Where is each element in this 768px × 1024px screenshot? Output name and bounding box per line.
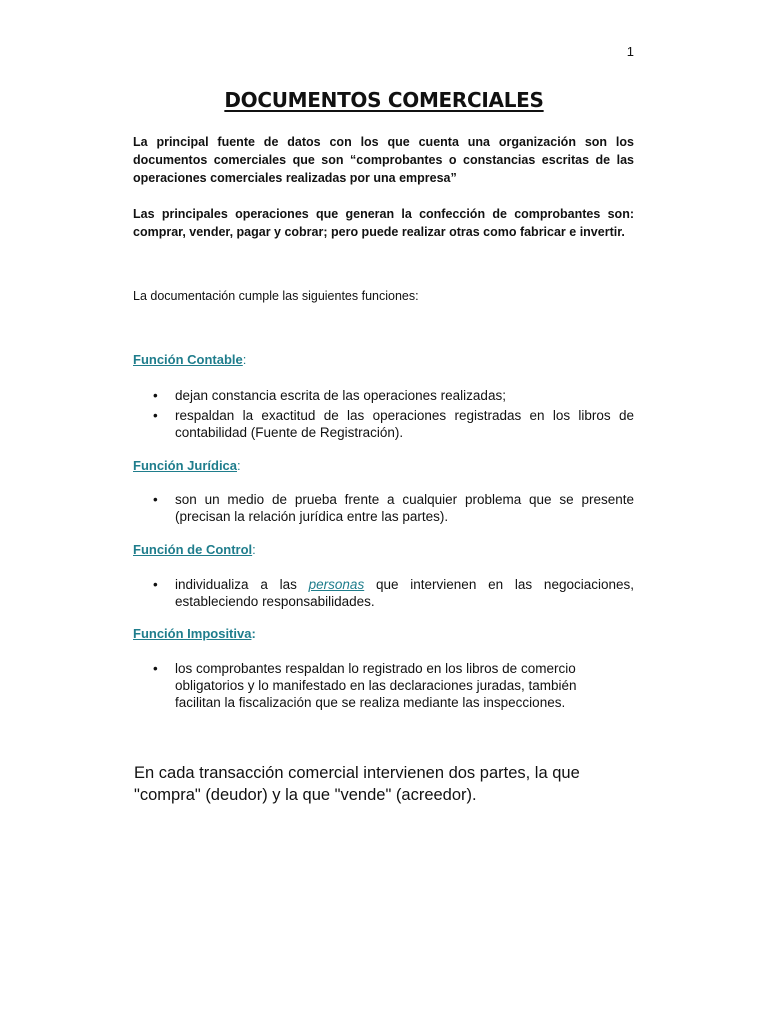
intro-paragraph-1-quote: “comprobantes o constancias escritas de las operaciones comerciales realizadas por una empresa” [133, 153, 635, 185]
section-heading-juridica-colon: : [237, 458, 241, 473]
section-heading-contable-label: Función Contable [133, 352, 243, 367]
section-heading-juridica-label: Función Jurídica [133, 458, 238, 473]
bullet-list-contable [175, 387, 634, 441]
section-heading-impositiva-colon: : [251, 626, 256, 641]
section-heading-impositiva-label: Función Impositiva [133, 626, 252, 641]
section-heading-impositiva [133, 626, 256, 641]
intro-paragraph-1 [133, 133, 634, 187]
list-item-line-2: obligatorios y lo manifestado en las declaraciones juradas, también [175, 678, 577, 693]
section-heading-juridica [133, 458, 241, 473]
list-item [175, 660, 634, 711]
section-heading-contable-colon: : [242, 352, 247, 367]
closing-paragraph: En cada transacción comercial intervienen dos partes, la que "compra" (deudor) y la que "vende" (acreedor). [134, 764, 580, 804]
list-item-line-3: facilitan la fiscalización que se realiza mediante las inspecciones. [175, 695, 566, 710]
section-heading-control-colon: : [252, 542, 256, 557]
bullet-list-impositiva [175, 660, 634, 711]
intro-paragraph-1-text: La principal fuente de datos con los que cuenta una organización son los documentos comerciales que son [133, 135, 634, 167]
intro-paragraph-2: Las principales operaciones que generan la confección de comprobantes son: comprar, vender, pagar y cobrar; pero puede realizar otras como fabricar e invertir. [133, 207, 634, 239]
section-heading-contable [133, 352, 246, 367]
list-item-text-before-link: individualiza a las [175, 577, 309, 592]
functions-intro: La documentación cumple las siguientes funciones: [133, 289, 419, 303]
list-item: • son un medio de prueba frente a cualquier problema que se presente (precisan la relación jurídica entre las partes). [175, 491, 634, 525]
list-item: • respaldan la exactitud de las operaciones registradas en los libros de contabilidad (Fuente de Registración). [175, 407, 634, 441]
section-heading-control-label: Función de Control [133, 542, 253, 557]
section-heading-control [133, 542, 256, 557]
bullet-list-control [175, 576, 634, 610]
page-title: DOCUMENTOS COMERCIALES [224, 88, 544, 112]
page-number: 1 [626, 44, 634, 59]
list-item-text-after-link: que intervienen en las negociaciones, estableciendo responsabilidades. [175, 577, 634, 609]
list-item [175, 576, 634, 610]
personas-link[interactable]: personas [308, 577, 365, 592]
bullet-list-juridica [175, 491, 634, 525]
list-item: • dejan constancia escrita de las operaciones realizadas; [175, 387, 634, 404]
list-item-line-1: los comprobantes respaldan lo registrado en los libros de comercio [175, 661, 576, 676]
